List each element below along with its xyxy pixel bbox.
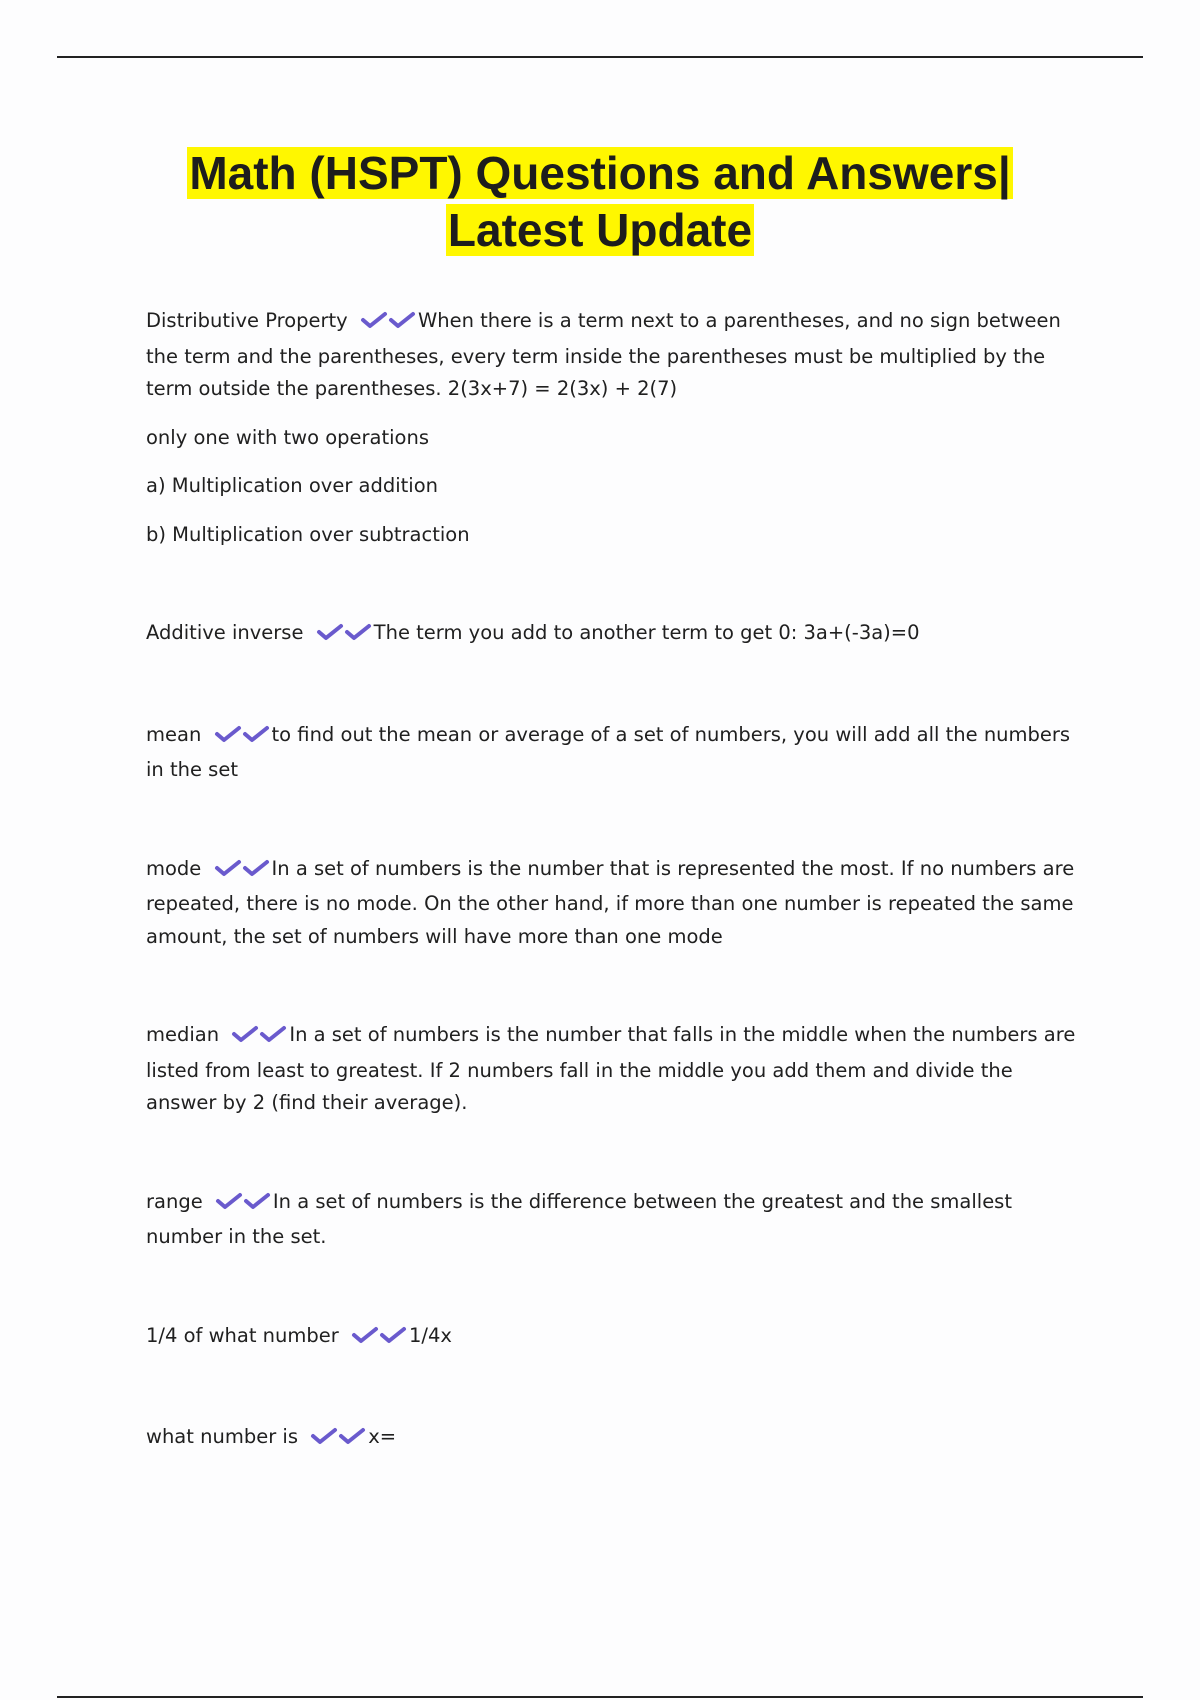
double-check <box>310 1424 366 1457</box>
check-mark-icon <box>344 622 372 642</box>
qa-entry-what-number-is <box>146 1421 1086 1457</box>
check-mark-icon <box>316 622 344 642</box>
check-mark-icon <box>338 1426 366 1446</box>
definition: In a set of numbers is the number that falls in the middle when the numbers are listed from least to greatest. If 2 numbers fall in the middle you add them and divide the answer by 2 (find their average). <box>146 1023 1076 1114</box>
qa-list <box>146 305 1086 1457</box>
term: mode <box>146 856 202 880</box>
qa-entry-mean <box>146 719 1086 787</box>
check-mark-icon <box>388 310 416 330</box>
double-check <box>360 308 416 341</box>
definition: 1/4x <box>409 1323 452 1347</box>
check-mark-icon <box>231 1024 259 1044</box>
top-rule <box>57 56 1143 58</box>
definition: When there is a term next to a parentheses, and no sign between the term and the parentheses, every term inside the parentheses must be multiplied by the term outside the parentheses. 2(3x+7) = 2(3x) + 2(7) <box>146 309 1061 400</box>
term: range <box>146 1189 203 1213</box>
double-check <box>351 1323 407 1356</box>
qa-entry-quarter-of-number <box>146 1320 1086 1356</box>
term: mean <box>146 722 202 746</box>
page-title <box>0 145 1200 259</box>
qa-entry-range <box>146 1186 1086 1254</box>
check-mark-icon <box>242 724 270 744</box>
definition: In a set of numbers is the difference between the greatest and the smallest number in the set. <box>146 1189 1012 1248</box>
definition: to find out the mean or average of a set of numbers, you will add all the numbers in the set <box>146 722 1071 781</box>
check-mark-icon <box>259 1024 287 1044</box>
term: 1/4 of what number <box>146 1323 339 1347</box>
term: median <box>146 1023 220 1046</box>
qa-entry-additive-inverse <box>146 617 1086 653</box>
note-line: a) Multiplication over addition <box>146 474 439 497</box>
check-mark-icon <box>310 1426 338 1446</box>
title-line-1: Math (HSPT) Questions and Answers| <box>189 147 1011 199</box>
term: Additive inverse <box>146 621 304 644</box>
check-mark-icon <box>215 1191 243 1211</box>
qa-entry-mode <box>146 853 1086 954</box>
qa-entry-median <box>146 1019 1086 1120</box>
term: what number is <box>146 1425 298 1448</box>
double-check <box>231 1022 287 1055</box>
double-check <box>214 856 270 889</box>
check-mark-icon <box>214 724 242 744</box>
title-line-2: Latest Update <box>447 204 753 256</box>
double-check <box>215 1189 271 1222</box>
note-line: only one with two operations <box>146 425 430 449</box>
check-mark-icon <box>214 858 242 878</box>
term: Distributive Property <box>146 309 348 332</box>
check-mark-icon <box>243 1191 271 1211</box>
check-mark-icon <box>242 858 270 878</box>
definition: x= <box>368 1425 397 1448</box>
qa-entry-distributive-property <box>146 305 1086 551</box>
bottom-rule <box>57 1696 1143 1698</box>
check-mark-icon <box>360 310 388 330</box>
check-mark-icon <box>379 1325 407 1345</box>
note-line: b) Multiplication over subtraction <box>146 522 470 546</box>
check-mark-icon <box>351 1325 379 1345</box>
double-check <box>214 722 270 755</box>
double-check <box>316 620 372 653</box>
definition: The term you add to another term to get 0: 3a+(-3a)=0 <box>373 621 920 644</box>
definition: In a set of numbers is the number that is represented the most. If no numbers are repeated, there is no mode. On the other hand, if more than one number is repeated the same amount, the set of numbers will have more than one mode <box>146 856 1075 948</box>
